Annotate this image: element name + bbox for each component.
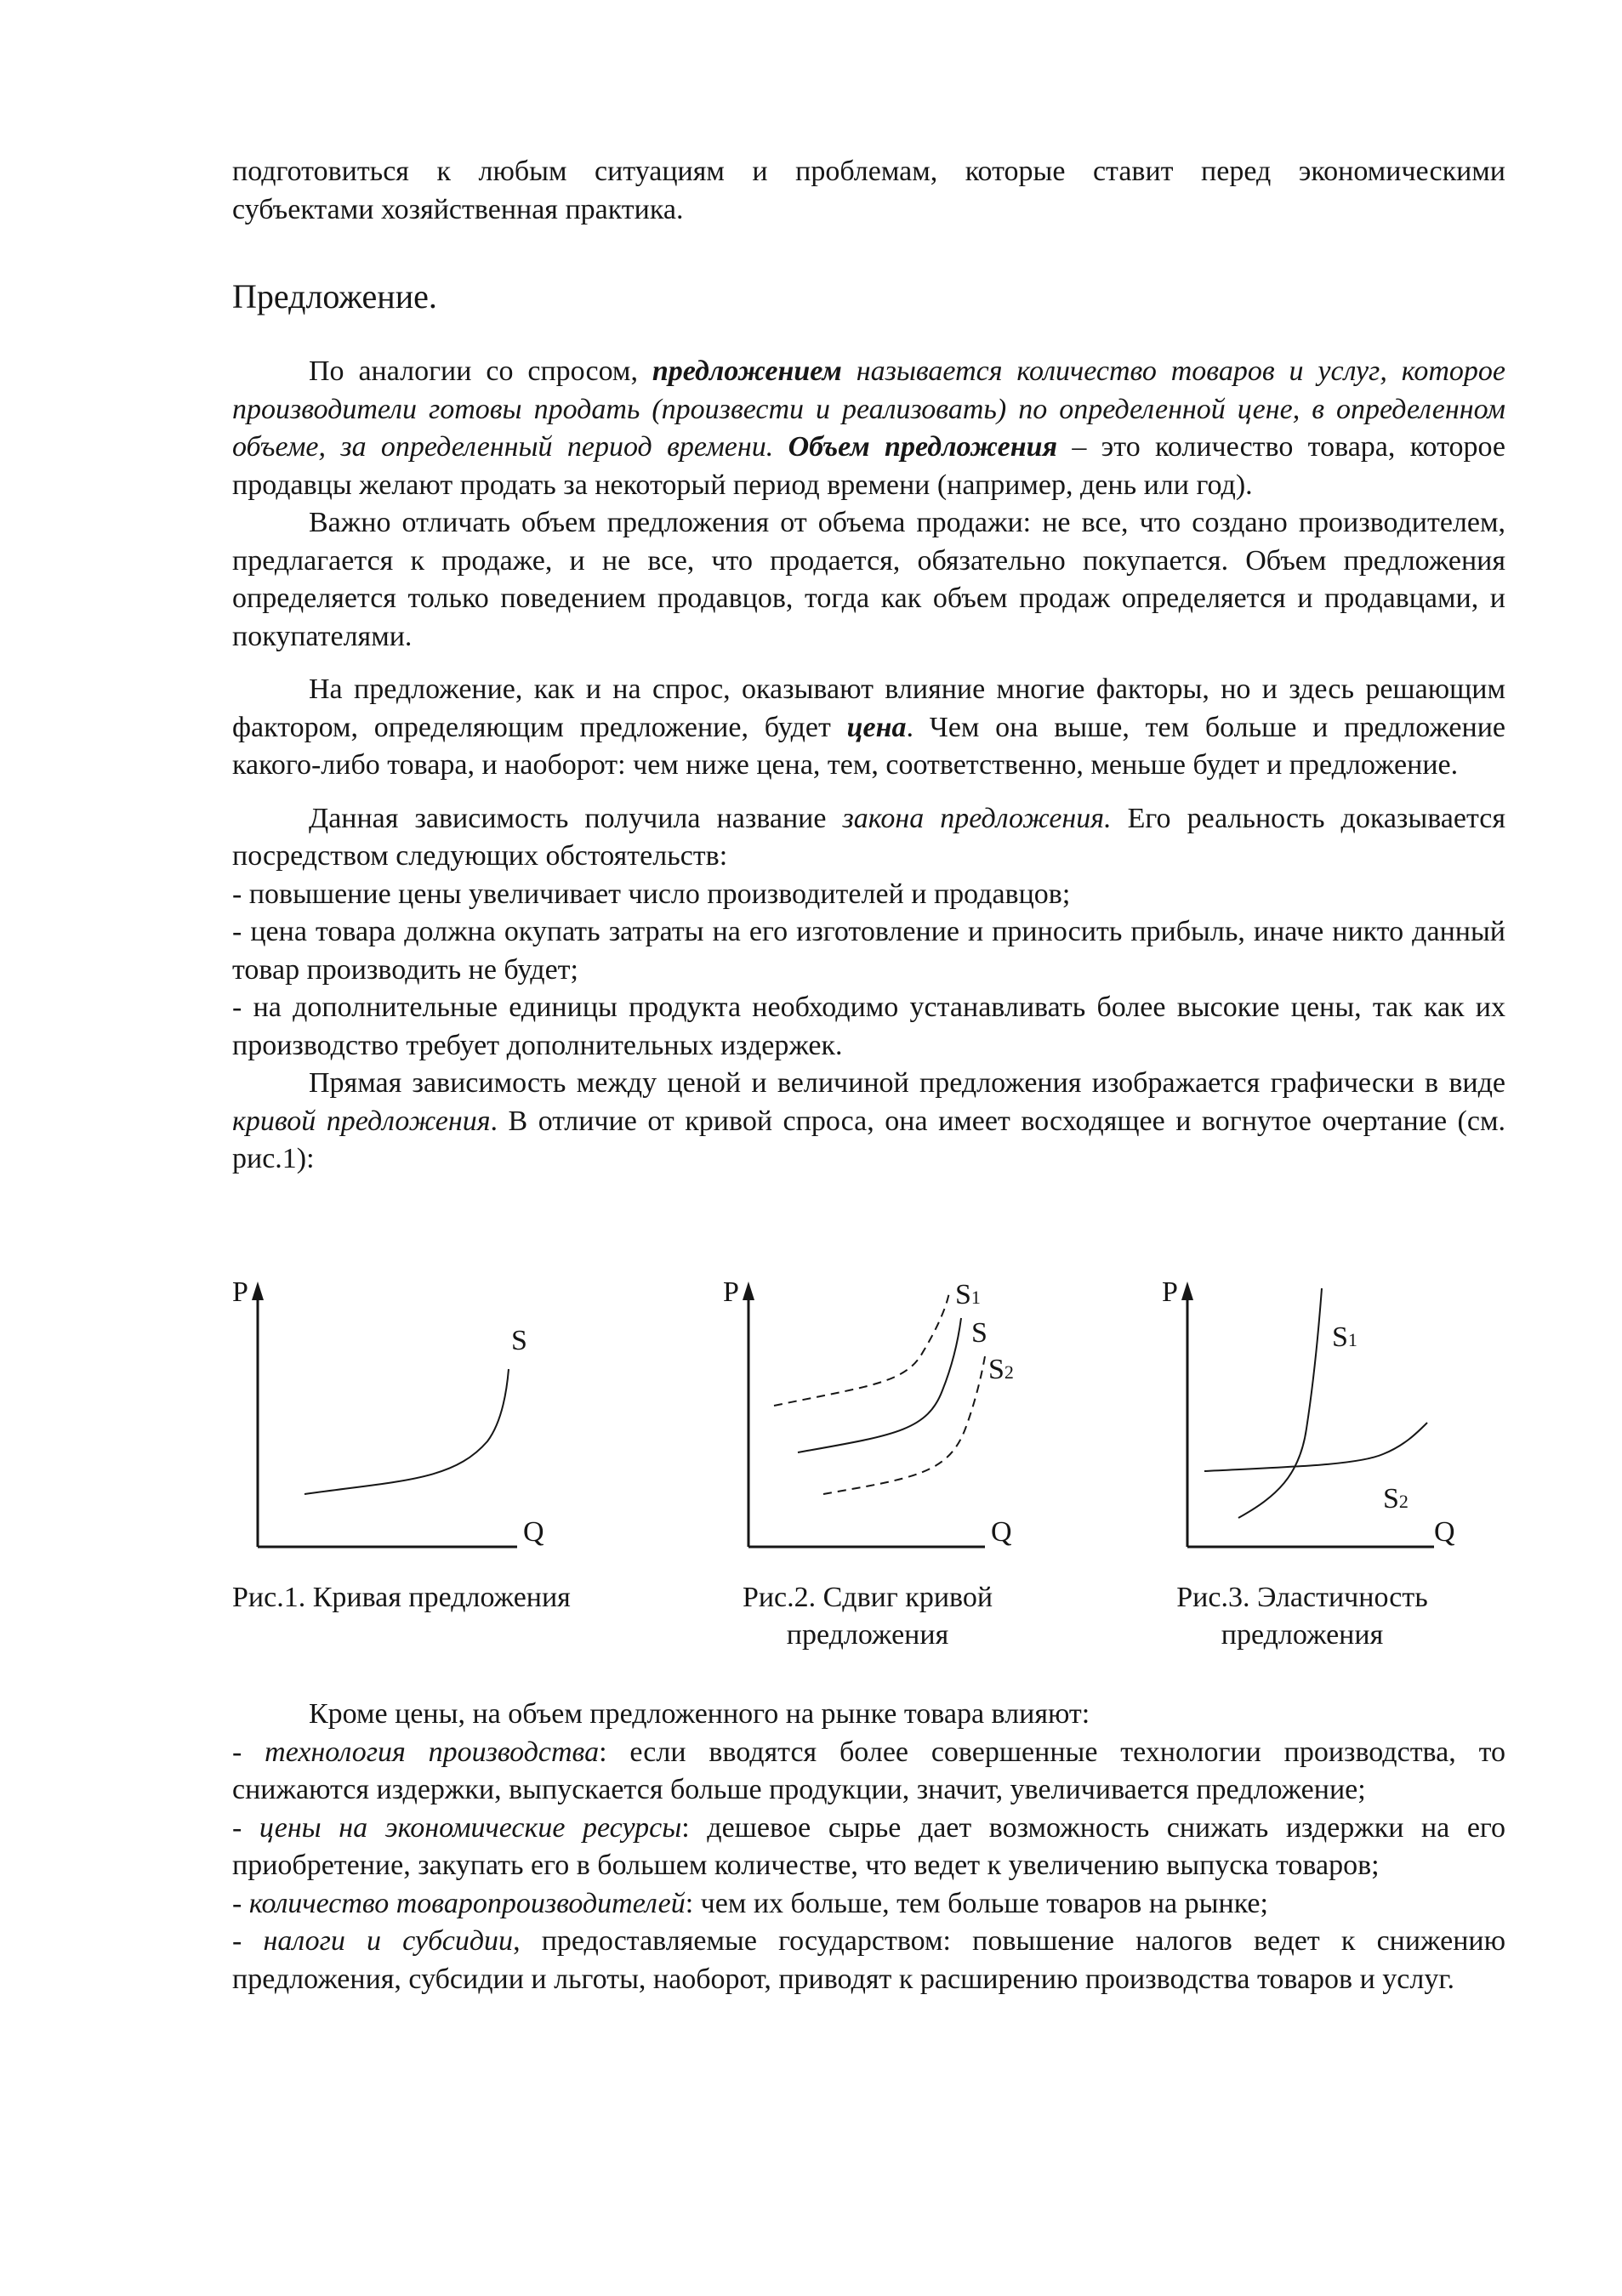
factor-item: - технология производства: если вводятся более совершенные технологии производства, то снижаются издержки, выпускается больше продукции, значит, увеличивается предложение; [232,1736,1505,1805]
fig1-curve-S [304,1369,509,1494]
term-supply-curve: кривой предложения [232,1105,491,1137]
fig1-x-axis-label: Q [523,1516,544,1548]
fig3-label-S2: S2 [1383,1483,1409,1515]
list-item: - повышение цены увеличивает число производителей и продавцов; [232,878,1071,910]
figure-3-elasticity [1162,1276,1505,1671]
fig1-y-axis-label: P [232,1276,248,1308]
term-supply: предложением [652,355,842,387]
paragraph-volume-vs-sales: Важно отличать объем предложения от объема продажи: не все, что создано производителем, предлагается к продаже, и не все, что продается, обязательно покупается. Объем предложения определяется только поведением продавцов, тогда как объем продаж определяется и продавцами, и покупателями. [232,507,1505,652]
list-item: - на дополнительные единицы продукта необходимо устанавливать более высокие цены, так как их производство требует дополнительных издержек. [232,992,1505,1061]
factors-section [232,1696,1505,1998]
fig1-curve-label: S [511,1325,527,1356]
figure-2-caption: Рис.2. Сдвиг кривой предложения [742,1582,993,1651]
factor-term: технология производства [265,1736,600,1768]
fig3-curve-S1 [1238,1288,1322,1518]
intro-line-2: субъектами хозяйственная практика. [232,193,684,225]
document-page [232,153,1505,1179]
figure-2-supply-shift [723,1276,1063,1671]
fig2-curve-S [798,1318,961,1452]
figure-3-caption: Рис.3. Эластичность предложения [1176,1582,1428,1651]
paragraph-price-factor: На предложение, как и на спрос, оказывают влияние многие факторы, но и здесь решающим фактором, определяющим предложение, будет цена. Чем она выше, тем больше и предложение какого-либо товара, и наоборот: чем ниже цена, тем, соответственно, меньше будет и предложение. [232,673,1505,781]
fig2-x-axis-label: Q [991,1516,1012,1548]
fig2-y-axis-label: P [723,1276,739,1308]
fig2-label-S2: S2 [988,1354,1014,1385]
fig2-label-S1: S1 [955,1279,981,1310]
list-item: - цена товара должна окупать затраты на его изготовление и приносить прибыль, иначе никто данный товар производить не будет; [232,916,1505,986]
factor-item: - количество товаропроизводителей: чем их больше, тем больше товаров на рынке; [232,1887,1268,1919]
fig3-y-arrow [1181,1282,1193,1300]
factor-term: количество товаропроизводителей [248,1887,686,1919]
fig1-y-arrow [252,1282,264,1300]
factor-item: - цены на экономические ресурсы: дешевое сырье дает возможность снижать издержки на его приобретение, закупать его в большем количестве, что ведет к увеличению выпуска товаров; [232,1811,1506,1881]
fig2-curve-S2 [823,1356,985,1494]
factor-term: налоги и субсидии [263,1925,514,1957]
figures-row [232,1276,1505,1671]
paragraph-definition: По аналогии со спросом, предложением называется количество товаров и услуг, которое производители готовы продать (произвести и реализовать) по определенной цене, в определенном объеме, за определенный период времени. Объем предложения – это количество товара, которое продавцы желают продать за некоторый период времени (например, день или год). [232,355,1505,501]
figure-1-caption: Рис.1. Кривая предложения [232,1582,571,1613]
fig2-curve-S1 [774,1293,949,1406]
term-supply-volume: Объем предложения [788,431,1057,463]
fig3-x-axis-label: Q [1434,1516,1455,1548]
fig3-curve-S2 [1204,1423,1427,1471]
paragraph-supply-curve: Прямая зависимость между ценой и величиной предложения изображается графически в виде кривой предложения. В отличие от кривой спроса, она имеет восходящее и вогнутое очертание (см. рис.1): [232,1067,1505,1174]
fig2-y-arrow [743,1282,754,1300]
paragraph-law-of-supply: Данная зависимость получила название закона предложения. Его реальность доказывается посредством следующих обстоятельств: [232,802,1505,872]
fig3-y-axis-label: P [1162,1276,1178,1308]
figure-2-graph [723,1276,1046,1548]
term-price: цена [846,711,907,743]
fig2-label-S: S [971,1317,987,1349]
paragraph-other-factors: Кроме цены, на объем предложенного на рынке товара влияют: [309,1698,1090,1730]
section-heading: Предложение. [232,277,437,315]
figure-3-graph [1162,1276,1494,1548]
factor-item: - налоги и субсидии, предоставляемые государством: повышение налогов ведет к снижению предложения, субсидии и льготы, наоборот, приводят к расширению производства товаров и услуг. [232,1925,1505,1995]
factor-term: цены на экономические ресурсы [259,1811,682,1844]
term-law-of-supply: закона предложения. [842,802,1112,834]
figure-1-graph [232,1276,623,1548]
figure-1-supply-curve [232,1276,623,1671]
intro-line-1: подготовиться к любым ситуациям и проблемам, которые ставит перед экономическими [232,156,1505,187]
fig3-label-S1: S1 [1332,1321,1357,1353]
